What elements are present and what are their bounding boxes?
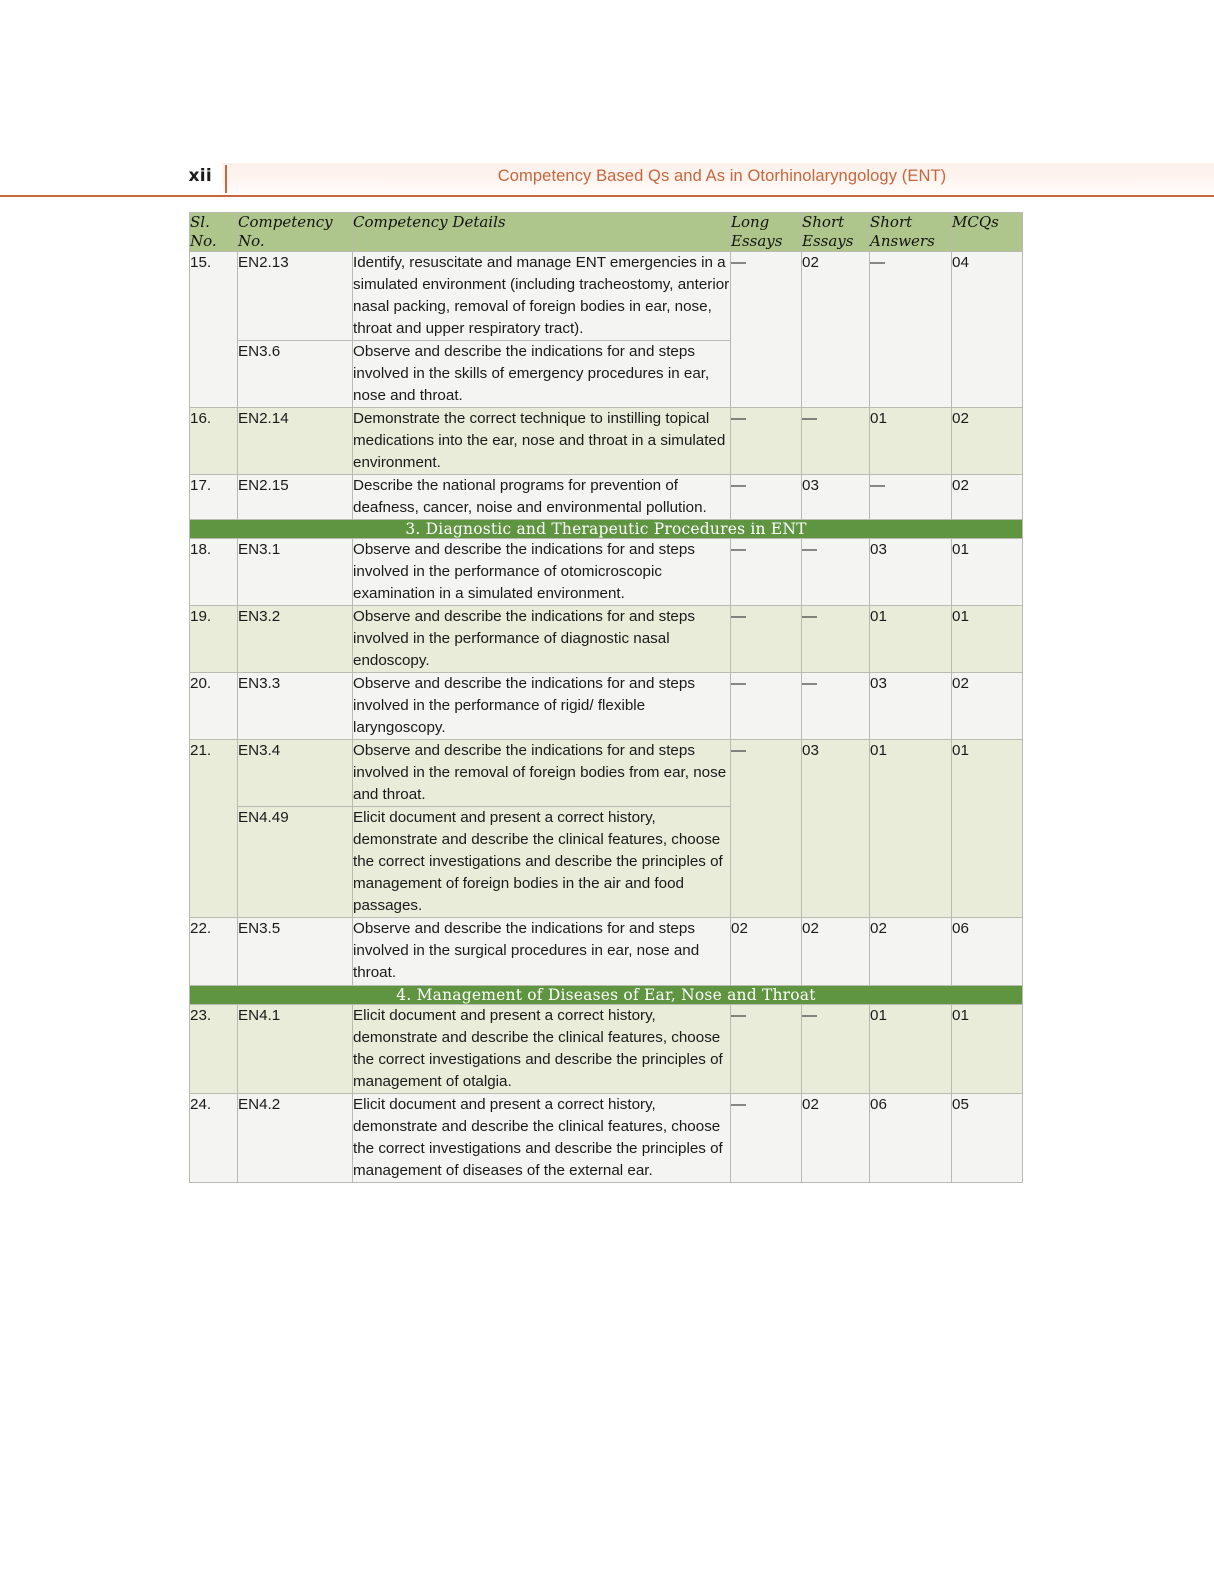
column-header-mcqs: MCQs bbox=[952, 213, 1023, 252]
cell-long-essays bbox=[731, 740, 802, 918]
header-line-2: Answers bbox=[870, 231, 935, 250]
cell-competency-details: Observe and describe the indications for and steps involved in the performance of diagnostic nasal endoscopy. bbox=[353, 605, 731, 672]
table-row bbox=[190, 538, 1023, 605]
header-line-2: Essays bbox=[802, 231, 854, 250]
cell-competency-no: EN2.14 bbox=[238, 407, 353, 474]
section-header-diagnostic-therapeutic: 3. Diagnostic and Therapeutic Procedures in ENT bbox=[190, 519, 1023, 538]
cell-short-answers: 01 bbox=[870, 605, 952, 672]
cell-sl-no: 22. bbox=[190, 918, 238, 985]
table-row bbox=[190, 1004, 1023, 1093]
table-row bbox=[190, 251, 1023, 340]
cell-long-essays bbox=[731, 538, 802, 605]
column-header-short-answers bbox=[870, 213, 952, 252]
cell-mcqs: 06 bbox=[952, 918, 1023, 985]
cell-competency-details: Elicit document and present a correct history, demonstrate and describe the clinical features, choose the correct investigations and describe the principles of management of diseases of the external ear. bbox=[353, 1093, 731, 1182]
cell-competency-details: Observe and describe the indications for and steps involved in the performance of rigid/ flexible laryngoscopy. bbox=[353, 673, 731, 740]
table-row bbox=[190, 740, 1023, 807]
cell-competency-no: EN2.13 bbox=[238, 251, 353, 340]
table-header-row bbox=[190, 213, 1023, 252]
competency-table-wrapper bbox=[189, 212, 1022, 1183]
cell-mcqs: 01 bbox=[952, 740, 1023, 918]
empty-dash: — bbox=[802, 675, 817, 693]
cell-short-answers: 02 bbox=[870, 918, 952, 985]
cell-short-essays: 03 bbox=[802, 474, 870, 519]
cell-competency-no: EN3.6 bbox=[238, 340, 353, 407]
cell-sl-no: 17. bbox=[190, 474, 238, 519]
cell-long-essays bbox=[731, 1093, 802, 1182]
cell-long-essays: 02 bbox=[731, 918, 802, 985]
cell-competency-no: EN3.4 bbox=[238, 740, 353, 807]
cell-short-essays bbox=[802, 605, 870, 672]
cell-short-essays: 02 bbox=[802, 1093, 870, 1182]
table-row bbox=[190, 474, 1023, 519]
cell-sl-no: 15. bbox=[190, 251, 238, 407]
cell-competency-no: EN4.2 bbox=[238, 1093, 353, 1182]
cell-sl-no: 19. bbox=[190, 605, 238, 672]
cell-competency-details: Demonstrate the correct technique to instilling topical medications into the ear, nose and throat in a simulated environment. bbox=[353, 407, 731, 474]
empty-dash: — bbox=[802, 540, 817, 558]
empty-dash: — bbox=[802, 1006, 817, 1024]
cell-short-answers bbox=[870, 251, 952, 407]
cell-short-essays bbox=[802, 538, 870, 605]
cell-competency-details: Observe and describe the indications for and steps involved in the removal of foreign bodies from ear, nose and throat. bbox=[353, 740, 731, 807]
running-head bbox=[0, 163, 1214, 199]
empty-dash: — bbox=[731, 1006, 746, 1024]
empty-dash: — bbox=[802, 409, 817, 427]
cell-competency-details: Observe and describe the indications for and steps involved in the surgical procedures in ear, nose and throat. bbox=[353, 918, 731, 985]
cell-mcqs: 02 bbox=[952, 673, 1023, 740]
cell-short-essays bbox=[802, 407, 870, 474]
cell-competency-details: Describe the national programs for prevention of deafness, cancer, noise and environmental pollution. bbox=[353, 474, 731, 519]
cell-long-essays bbox=[731, 407, 802, 474]
cell-competency-details: Identify, resuscitate and manage ENT emergencies in a simulated environment (including tracheostomy, anterior nasal packing, removal of foreign bodies in ear, nose, throat and upper respiratory tract). bbox=[353, 251, 731, 340]
empty-dash: — bbox=[731, 742, 746, 760]
cell-short-essays: 03 bbox=[802, 740, 870, 918]
empty-dash: — bbox=[731, 409, 746, 427]
cell-competency-no: EN3.1 bbox=[238, 538, 353, 605]
cell-sl-no: 21. bbox=[190, 740, 238, 918]
empty-dash: — bbox=[731, 1095, 746, 1113]
cell-sl-no: 24. bbox=[190, 1093, 238, 1182]
running-head-divider bbox=[225, 165, 227, 193]
table-row bbox=[190, 673, 1023, 740]
cell-mcqs: 02 bbox=[952, 407, 1023, 474]
cell-competency-no: EN2.15 bbox=[238, 474, 353, 519]
cell-short-essays bbox=[802, 1004, 870, 1093]
cell-short-answers: 01 bbox=[870, 740, 952, 918]
header-line-2: No. bbox=[190, 231, 217, 250]
cell-competency-no: EN3.5 bbox=[238, 918, 353, 985]
table-header bbox=[190, 213, 1023, 252]
empty-dash: — bbox=[870, 476, 885, 494]
header-line-1: Competency bbox=[238, 213, 333, 231]
cell-mcqs: 01 bbox=[952, 605, 1023, 672]
empty-dash: — bbox=[731, 253, 746, 271]
header-line-2: Essays bbox=[731, 231, 783, 250]
cell-short-essays: 02 bbox=[802, 251, 870, 407]
cell-sl-no: 23. bbox=[190, 1004, 238, 1093]
empty-dash: — bbox=[731, 607, 746, 625]
header-line-1: Short bbox=[802, 213, 845, 231]
cell-sl-no: 18. bbox=[190, 538, 238, 605]
empty-dash: — bbox=[731, 540, 746, 558]
cell-short-answers: 03 bbox=[870, 538, 952, 605]
cell-sl-no: 16. bbox=[190, 407, 238, 474]
cell-competency-no: EN3.2 bbox=[238, 605, 353, 672]
cell-competency-details: Elicit document and present a correct history, demonstrate and describe the clinical features, choose the correct investigations and describe the principles of management of foreign bodies in the air and food passages. bbox=[353, 807, 731, 918]
cell-long-essays bbox=[731, 673, 802, 740]
cell-mcqs: 05 bbox=[952, 1093, 1023, 1182]
cell-competency-details: Observe and describe the indications for and steps involved in the skills of emergency procedures in ear, nose and throat. bbox=[353, 340, 731, 407]
empty-dash: — bbox=[731, 675, 746, 693]
column-header-long-essays bbox=[731, 213, 802, 252]
cell-long-essays bbox=[731, 1004, 802, 1093]
cell-sl-no: 20. bbox=[190, 673, 238, 740]
table-row bbox=[190, 1093, 1023, 1182]
cell-mcqs: 01 bbox=[952, 538, 1023, 605]
section-header-management-diseases: 4. Management of Diseases of Ear, Nose and Throat bbox=[190, 985, 1023, 1004]
cell-long-essays bbox=[731, 251, 802, 407]
cell-competency-no: EN4.49 bbox=[238, 807, 353, 918]
competency-table bbox=[189, 212, 1023, 1183]
cell-mcqs: 01 bbox=[952, 1004, 1023, 1093]
column-header-competency-no bbox=[238, 213, 353, 252]
section-header-row bbox=[190, 985, 1023, 1004]
table-row bbox=[190, 407, 1023, 474]
page-number: xii bbox=[188, 166, 212, 186]
cell-mcqs: 04 bbox=[952, 251, 1023, 407]
cell-short-answers: 01 bbox=[870, 1004, 952, 1093]
cell-short-answers bbox=[870, 474, 952, 519]
header-line-1: Sl. bbox=[190, 213, 210, 231]
header-line-2: No. bbox=[238, 231, 265, 250]
cell-short-essays: 02 bbox=[802, 918, 870, 985]
table-body bbox=[190, 251, 1023, 1182]
cell-short-answers: 06 bbox=[870, 1093, 952, 1182]
empty-dash: — bbox=[870, 253, 885, 271]
cell-long-essays bbox=[731, 605, 802, 672]
cell-competency-no: EN3.3 bbox=[238, 673, 353, 740]
running-head-rule bbox=[0, 195, 1214, 197]
empty-dash: — bbox=[802, 607, 817, 625]
cell-short-essays bbox=[802, 673, 870, 740]
section-header-row bbox=[190, 519, 1023, 538]
header-line-1: Long bbox=[731, 213, 770, 231]
table-row bbox=[190, 918, 1023, 985]
cell-long-essays bbox=[731, 474, 802, 519]
column-header-sl-no bbox=[190, 213, 238, 252]
running-head-title: Competency Based Qs and As in Otorhinolaryngology (ENT) bbox=[497, 167, 947, 185]
cell-competency-details: Observe and describe the indications for and steps involved in the performance of otomicroscopic examination in a simulated environment. bbox=[353, 538, 731, 605]
cell-short-answers: 01 bbox=[870, 407, 952, 474]
table-row bbox=[190, 605, 1023, 672]
cell-competency-details: Elicit document and present a correct history, demonstrate and describe the clinical features, choose the correct investigations and describe the principles of management of otalgia. bbox=[353, 1004, 731, 1093]
empty-dash: — bbox=[731, 476, 746, 494]
cell-short-answers: 03 bbox=[870, 673, 952, 740]
cell-competency-no: EN4.1 bbox=[238, 1004, 353, 1093]
column-header-short-essays bbox=[802, 213, 870, 252]
column-header-competency-details: Competency Details bbox=[353, 213, 731, 252]
cell-mcqs: 02 bbox=[952, 474, 1023, 519]
header-line-1: Short bbox=[870, 213, 913, 231]
